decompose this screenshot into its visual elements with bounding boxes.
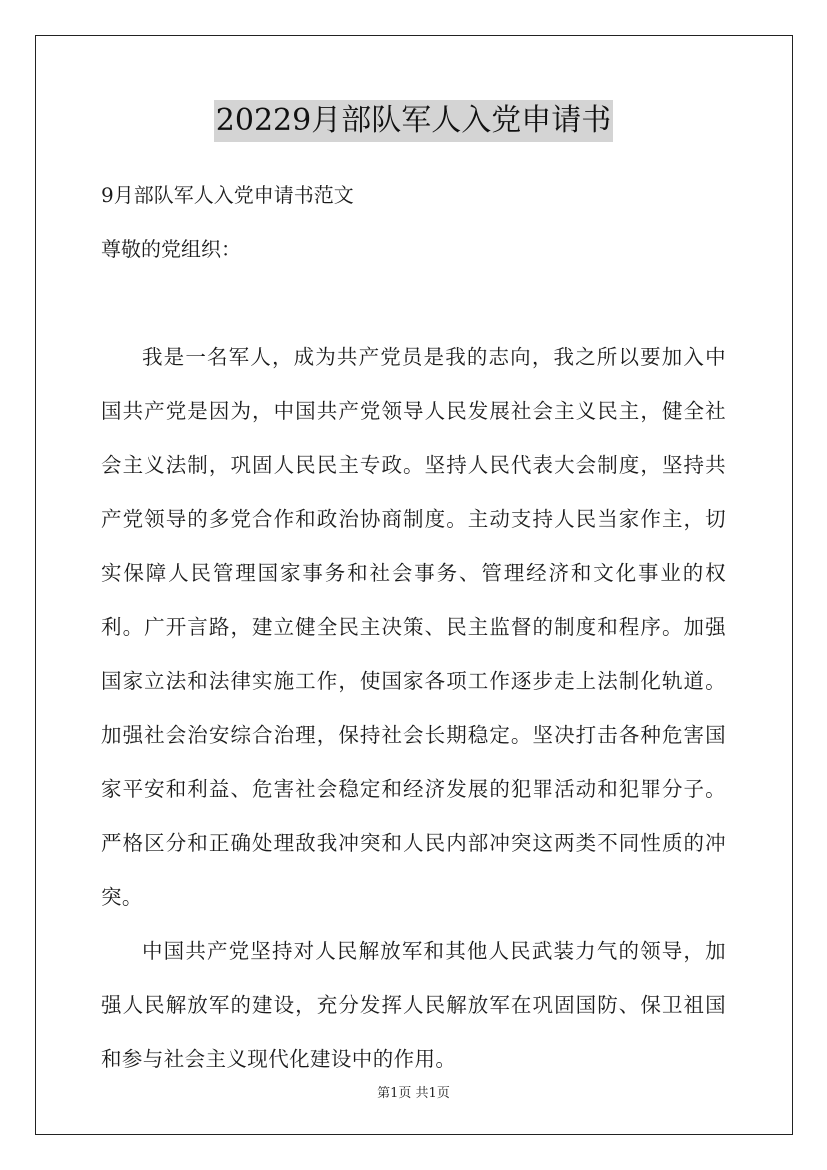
paragraph: 我是一名军人，成为共产党员是我的志向，我之所以要加入中国共产党是因为，中国共产党领导人民发展社会主义民主，健全社会主义法制，巩固人民民主专政。坚持人民代表大会制度，坚持共产党领导的多党合作和政治协商制度。主动支持人民当家作主，切实保障人民管理国家事务和社会事务、管理经济和文化事业的权利。广开言路，建立健全民主决策、民主监督的制度和程序。加强国家立法和法律实施工作，使国家各项工作逐步走上法制化轨道。加强社会治安综合治理，保持社会长期稳定。坚决打击各种危害国家平安和利益、危害社会稳定和经济发展的犯罪活动和犯罪分子。严格区分和正确处理敌我冲突和人民内部冲突这两类不同性质的冲突。 <box>101 345 726 909</box>
page-footer: 第1页 共1页 <box>377 1086 450 1101</box>
title-container <box>0 100 827 142</box>
salutation: 尊敬的党组织： <box>101 237 241 261</box>
document-title: 20229月部队军人入党申请书 <box>214 100 613 142</box>
body-text <box>101 330 726 1086</box>
document-subtitle: 9月部队军人入党申请书范文 <box>101 183 354 207</box>
paragraph: 中国共产党坚持对人民解放军和其他人民武装力气的领导，加强人民解放军的建设，充分发挥人民解放军在巩固国防、保卫祖国和参与社会主义现代化建设中的作用。 <box>101 939 726 1071</box>
